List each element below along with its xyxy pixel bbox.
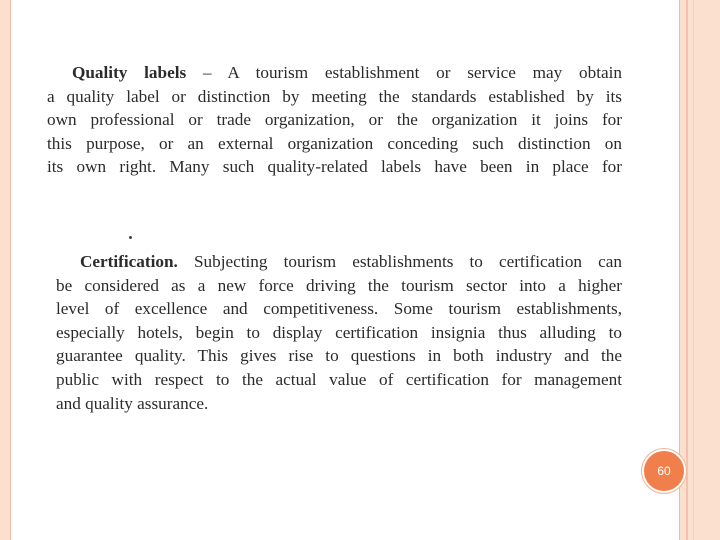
quality-labels-term: Quality labels <box>72 63 187 82</box>
page-number-badge: 60 <box>642 449 686 493</box>
certification-term: Certification. <box>80 252 178 271</box>
right-border-line <box>686 0 688 540</box>
quality-labels-paragraph <box>47 61 622 179</box>
paragraph-line: Quality labels – A tourism establishment or service may obtain <box>72 63 622 82</box>
paragraph-line: public with respect to the actual value of certification for management <box>56 369 622 389</box>
paragraph-line: Certification. Subjecting tourism establishments to certification can <box>80 252 622 271</box>
paragraph-line: guarantee quality. This gives rise to questions in both industry and the <box>56 346 622 366</box>
paragraph-line: level of excellence and competitiveness. Some tourism establishments, <box>56 299 622 319</box>
paragraph-line: and quality assurance. <box>56 393 209 413</box>
paragraph-line: this purpose, or an external organization conceding such distinction on <box>47 133 622 153</box>
paragraph-line: a quality label or distinction by meeting the standards established by its <box>47 86 622 106</box>
stray-dot-mark <box>129 236 132 239</box>
certification-paragraph <box>56 250 622 415</box>
paragraph-line: be considered as a new force driving the tourism sector into a higher <box>56 275 622 295</box>
paragraph-line: especially hotels, begin to display certification insignia thus alluding to <box>56 322 622 342</box>
paragraph-line: own professional or trade organization, or the organization it joins for <box>47 110 622 130</box>
right-border-line-inner <box>693 0 694 540</box>
paragraph-line: its own right. Many such quality-related labels have been in place for <box>47 157 622 177</box>
